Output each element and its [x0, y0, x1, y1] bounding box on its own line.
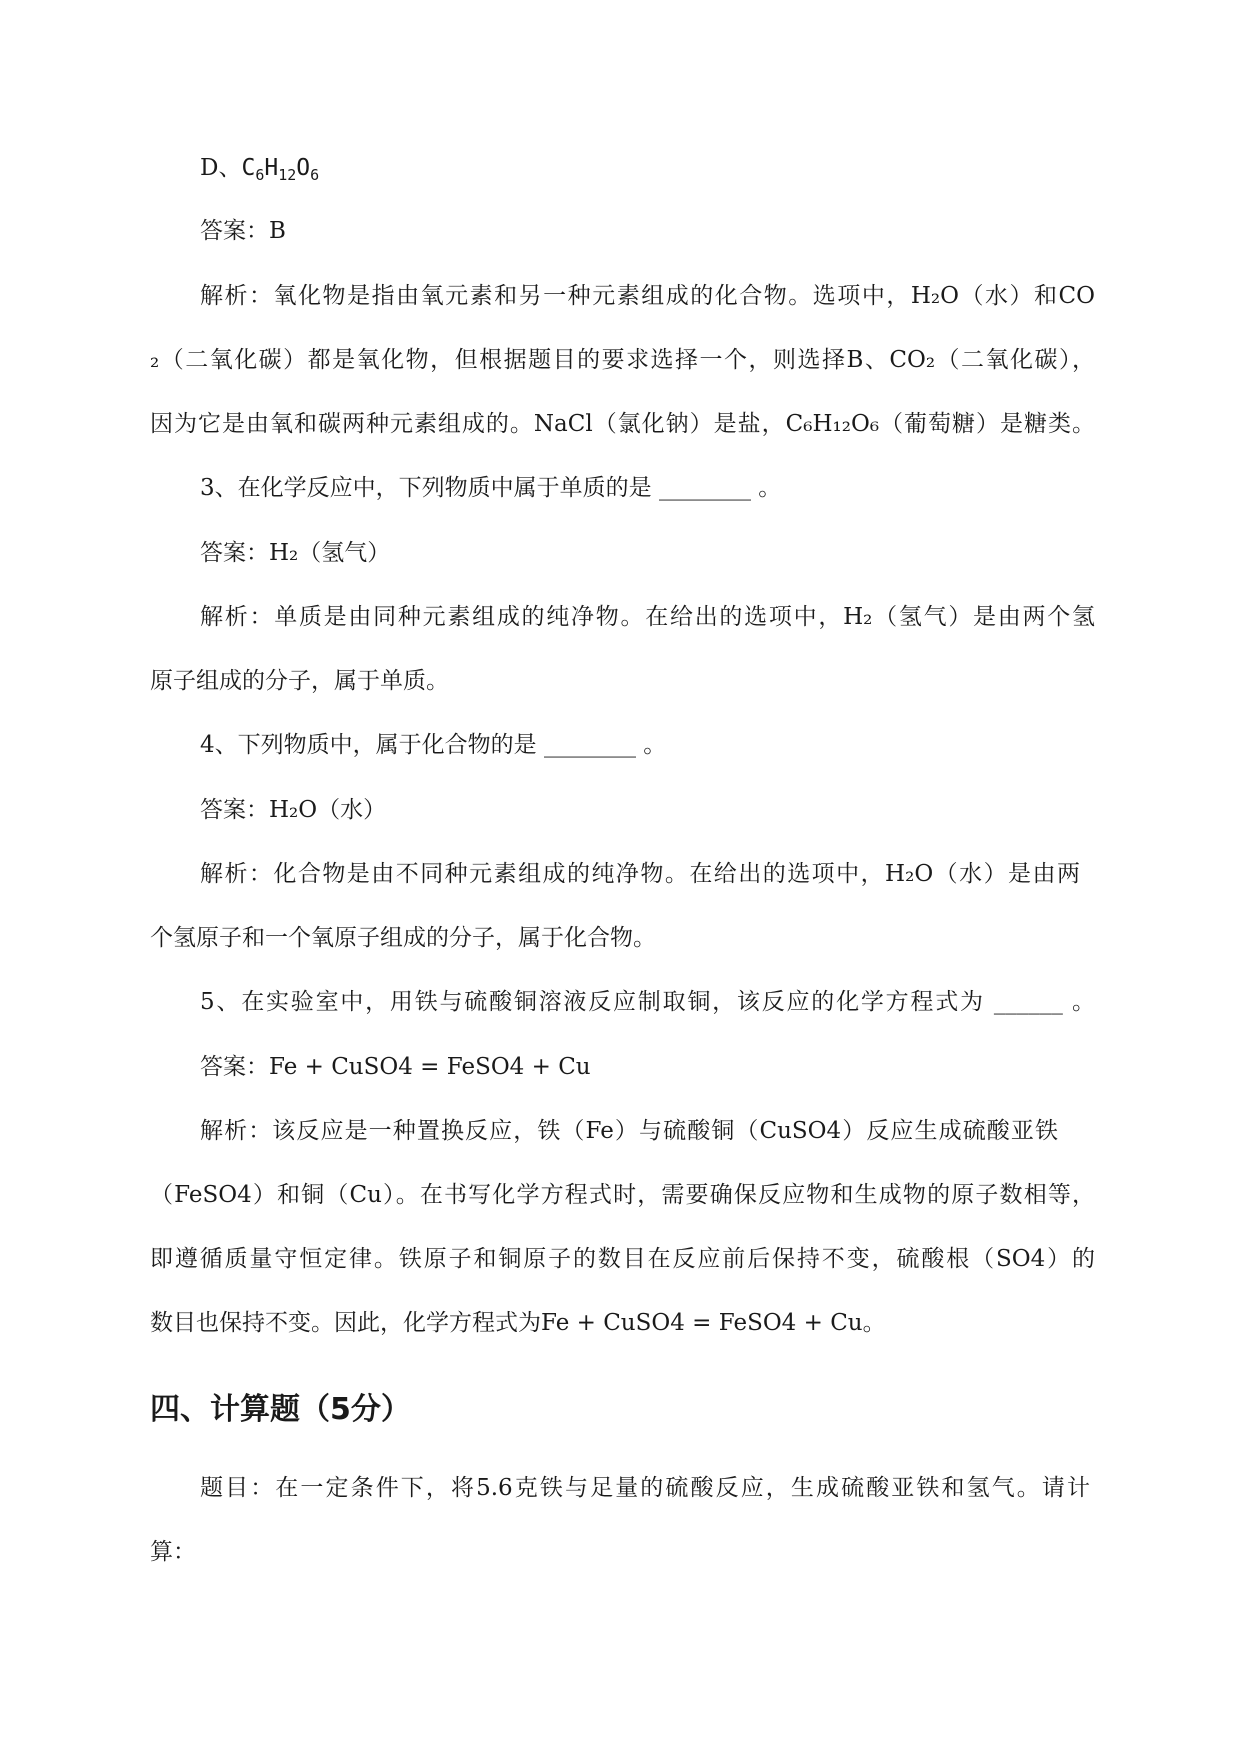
- q4-analysis-line-2: 个氢原子和一个氧原子组成的分子，属于化合物。: [150, 925, 656, 951]
- q5-analysis-line-1: 解析：该反应是一种置换反应，铁（Fe）与硫酸铜（CuSO4）反应生成硫酸亚铁: [200, 1118, 1058, 1144]
- q5-analysis-line-4: 数目也保持不变。因此，化学方程式为Fe + CuSO4 = FeSO4 + Cu。: [150, 1310, 886, 1336]
- q2-analysis-line-1: 解析：氧化物是指由氧元素和另一种元素组成的化合物。选项中，H₂O（水）和CO: [200, 283, 1095, 309]
- q3-analysis-line-1: 解析：单质是由同种元素组成的纯净物。在给出的选项中，H₂（氢气）是由两个氢: [200, 604, 1095, 630]
- q2-answer: 答案：B: [200, 218, 286, 244]
- q3-answer: 答案：H₂（氢气）: [200, 540, 391, 566]
- q4-analysis-line-1: 解析：化合物是由不同种元素组成的纯净物。在给出的选项中，H₂O（水）是由两: [200, 861, 1080, 887]
- q5-analysis-line-3: 即遵循质量守恒定律。铁原子和铜原子的数目在反应前后保持不变，硫酸根（SO4）的: [150, 1246, 1095, 1272]
- q4-answer: 答案：H₂O（水）: [200, 797, 387, 823]
- q2-analysis-line-2: ₂（二氧化碳）都是氧化物，但根据题目的要求选择一个，则选择B、CO₂（二氧化碳），: [150, 347, 1095, 373]
- problem-line-2: 算：: [150, 1539, 196, 1565]
- q5-answer: 答案：Fe + CuSO4 = FeSO4 + Cu: [200, 1054, 591, 1080]
- q2-analysis-line-3: 因为它是由氧和碳两种元素组成的。NaCl（氯化钠）是盐，C₆H₁₂O₆（葡萄糖）是糖类。: [150, 411, 1095, 437]
- section-heading: 四、计算题（5分）: [150, 1392, 411, 1427]
- q5-question: 5、在实验室中，用铁与硫酸铜溶液反应制取铜，该反应的化学方程式为 ______ 。: [200, 989, 1095, 1015]
- q5-analysis-line-2: （FeSO4）和铜（Cu）。在书写化学方程式时，需要确保反应物和生成物的原子数相等，: [150, 1182, 1095, 1208]
- q3-analysis-line-2: 原子组成的分子，属于单质。: [150, 668, 449, 694]
- option-d: D、$C_6H_{12}O_6$: [200, 155, 320, 184]
- q3-question: 3、在化学反应中，下列物质中属于单质的是 ________ 。: [200, 475, 782, 501]
- q4-question: 4、下列物质中，属于化合物的是 ________ 。: [200, 732, 667, 758]
- problem-line-1: 题目：在一定条件下，将5.6克铁与足量的硫酸反应，生成硫酸亚铁和氢气。请计: [200, 1475, 1090, 1501]
